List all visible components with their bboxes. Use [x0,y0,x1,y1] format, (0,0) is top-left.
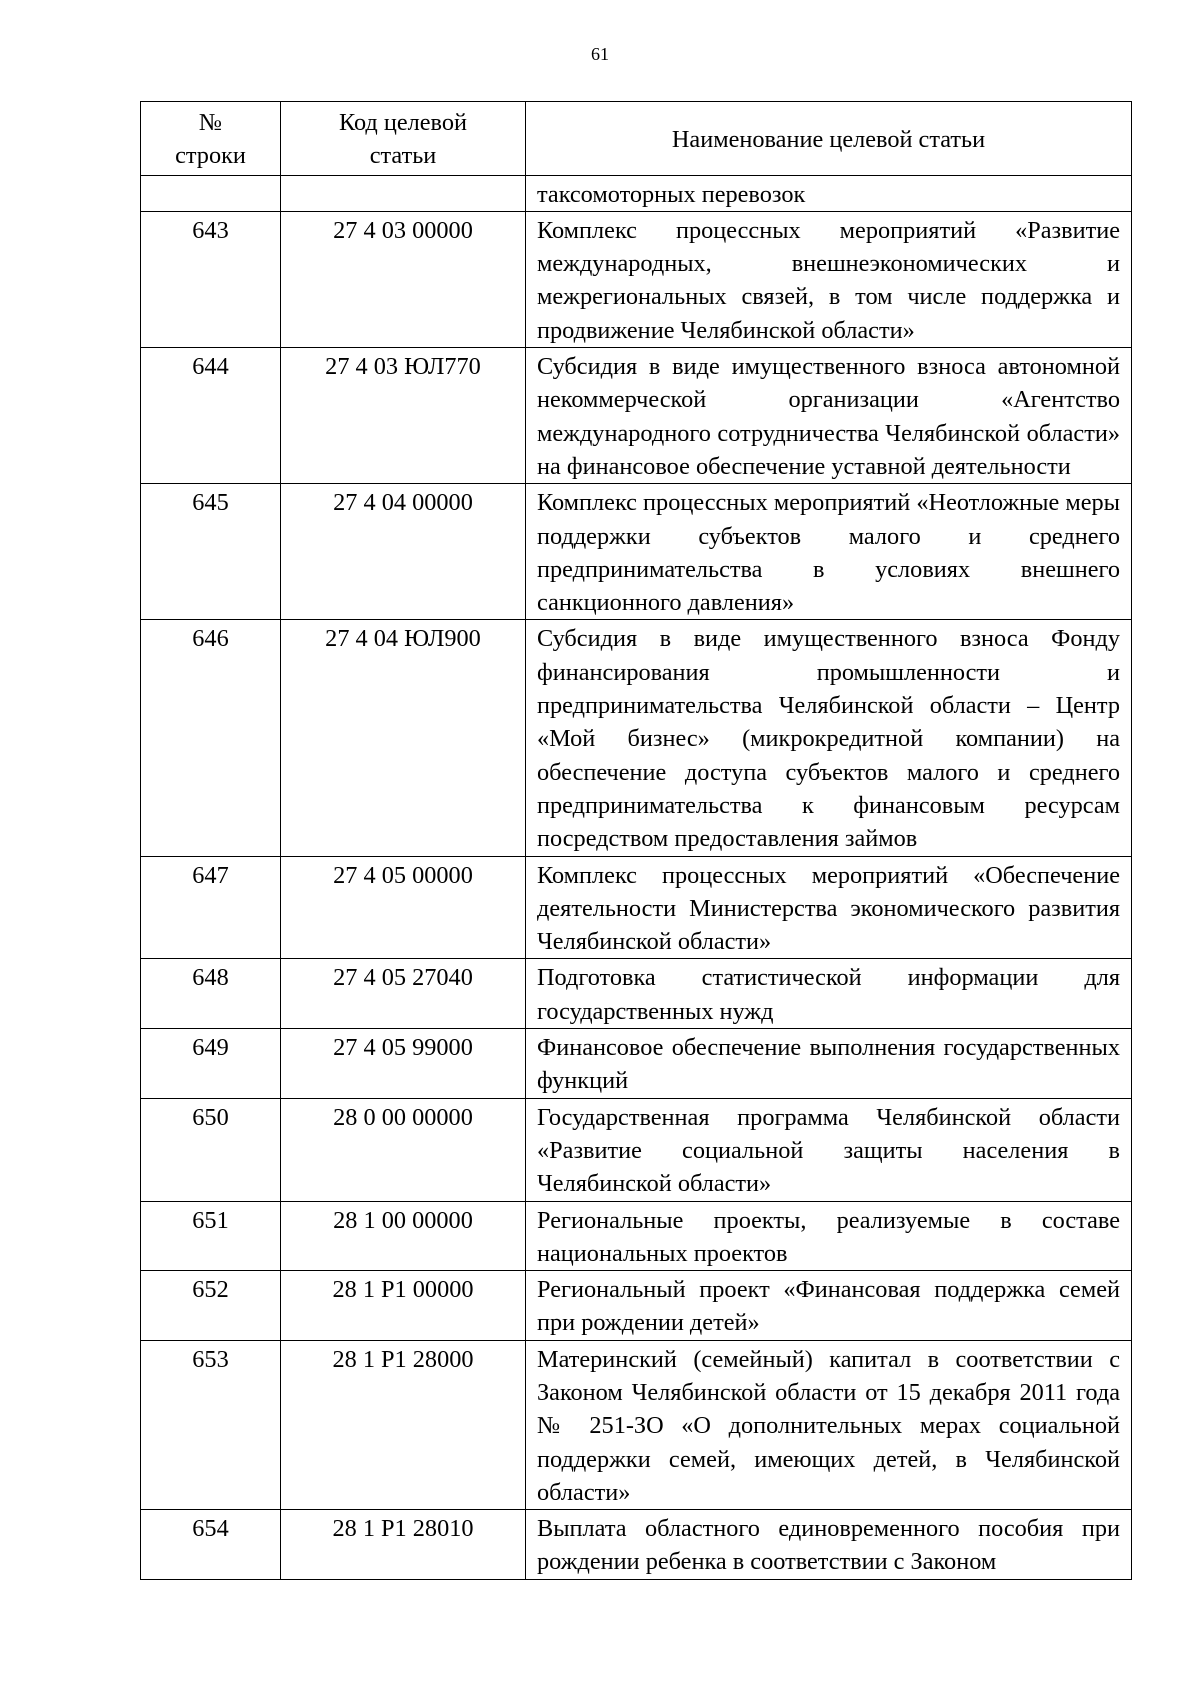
table-row [141,856,1132,959]
article-code: 28 1 Р1 00000 [281,1271,526,1341]
article-code: 27 4 05 00000 [281,856,526,959]
article-code: 27 4 03 ЮЛ770 [281,348,526,484]
article-name: Субсидия в виде имущественного взноса автономной некоммерческой организации «Агентство международного сотрудничества Челябинской области» на финансовое обеспечение уставной деятельности [526,348,1132,484]
page-number: 61 [591,44,609,64]
header-row-number [141,102,281,176]
article-name: Региональный проект «Финансовая поддержка семей при рождении детей» [526,1271,1132,1341]
header-article-name: Наименование целевой статьи [526,102,1132,176]
header-article-code-line2: статьи [369,142,437,170]
header-row-number-line1: № [198,109,223,136]
row-number: 645 [141,484,281,620]
article-code: 27 4 05 27040 [281,959,526,1029]
row-number: 653 [141,1340,281,1509]
header-row-number-line2: строки [175,142,246,170]
table-row [141,1271,1132,1341]
article-code: 27 4 03 00000 [281,211,526,347]
table-row [141,959,1132,1029]
table-row [141,1098,1132,1201]
row-number: 652 [141,1271,281,1341]
table-row [141,620,1132,856]
table-row [141,211,1132,347]
row-number: 651 [141,1201,281,1271]
article-code: 28 1 Р1 28000 [281,1340,526,1509]
header-article-code-line1: Код целевой [338,109,468,136]
row-number: 643 [141,211,281,347]
row-number: 648 [141,959,281,1029]
article-name: Подготовка статистической информации для государственных нужд [526,959,1132,1029]
header-article-code [281,102,526,176]
article-name: Государственная программа Челябинской области «Развитие социальной защиты населения в Челябинской области» [526,1098,1132,1201]
table-row [141,1510,1132,1580]
article-name: Комплекс процессных мероприятий «Развитие международных, внешнеэкономических и межрегиональных связей, в том числе поддержка и продвижение Челябинской области» [526,211,1132,347]
row-number: 650 [141,1098,281,1201]
target-articles-table [140,101,1132,1580]
article-name: таксомоторных перевозок [526,175,1132,211]
table-row [141,1029,1132,1099]
table-header-row [141,102,1132,176]
article-name: Комплекс процессных мероприятий «Обеспечение деятельности Министерства экономического развития Челябинской области» [526,856,1132,959]
article-code: 27 4 04 00000 [281,484,526,620]
row-number: 644 [141,348,281,484]
article-code: 28 1 Р1 28010 [281,1510,526,1580]
row-number [141,175,281,211]
article-name: Финансовое обеспечение выполнения государственных функций [526,1029,1132,1099]
row-number: 646 [141,620,281,856]
article-name: Материнский (семейный) капитал в соответствии с Законом Челябинской области от 15 декабря 2011 года № 251-ЗО «О дополнительных мерах социальной поддержки семей, имеющих детей, в Челябинской области» [526,1340,1132,1509]
article-code: 28 1 00 00000 [281,1201,526,1271]
article-code: 27 4 04 ЮЛ900 [281,620,526,856]
article-code: 27 4 05 99000 [281,1029,526,1099]
row-number: 649 [141,1029,281,1099]
table-row [141,1201,1132,1271]
article-name: Субсидия в виде имущественного взноса Фонду финансирования промышленности и предпринимательства Челябинской области – Центр «Мой бизнес» (микрокредитной компании) на обеспечение доступа субъектов малого и среднего предпринимательства к финансовым ресурсам посредством предоставления займов [526,620,1132,856]
row-number: 654 [141,1510,281,1580]
article-name: Выплата областного единовременного пособия при рождении ребенка в соответствии с Законом [526,1510,1132,1580]
article-code [281,175,526,211]
table-row [141,1340,1132,1509]
article-name: Комплекс процессных мероприятий «Неотложные меры поддержки субъектов малого и среднего предпринимательства в условиях внешнего санкционного давления» [526,484,1132,620]
table-row [141,175,1132,211]
article-code: 28 0 00 00000 [281,1098,526,1201]
row-number: 647 [141,856,281,959]
table-row [141,484,1132,620]
table-row [141,348,1132,484]
article-name: Региональные проекты, реализуемые в составе национальных проектов [526,1201,1132,1271]
